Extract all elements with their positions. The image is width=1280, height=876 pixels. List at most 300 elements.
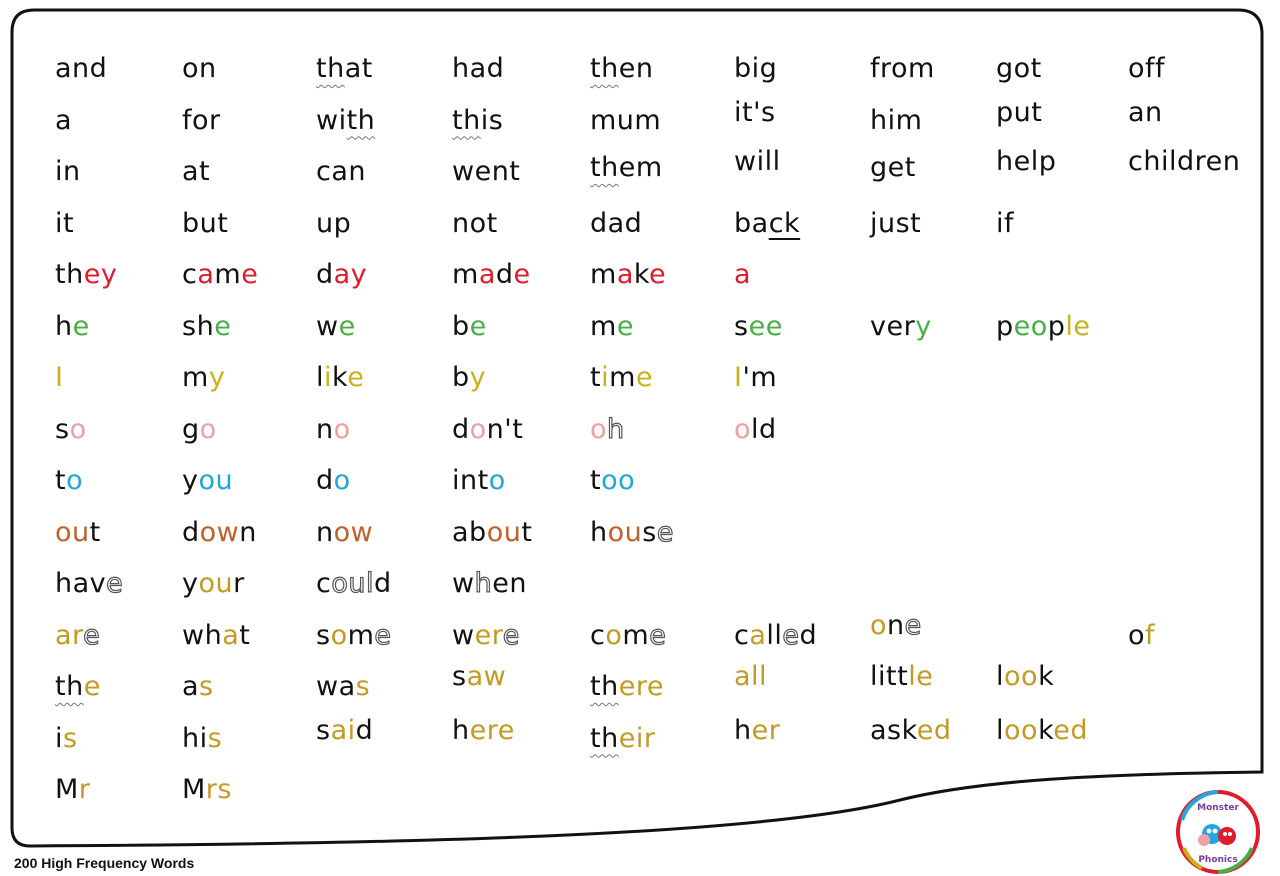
word (316, 52, 373, 86)
word-part: ou (607, 516, 643, 548)
word (590, 464, 635, 498)
word-part: e (502, 619, 520, 651)
word-part: en (618, 53, 654, 84)
word (452, 619, 520, 653)
word-part: ow (199, 516, 240, 548)
word (182, 670, 214, 704)
word-part: and (55, 53, 108, 84)
word (316, 516, 373, 550)
word-part: o (469, 413, 487, 445)
word-part: n (239, 516, 257, 548)
word-part: d (182, 516, 200, 548)
word-part: th (346, 104, 376, 136)
word-part: s (316, 619, 331, 651)
word (452, 207, 498, 241)
word (55, 567, 123, 601)
word-part: o (66, 465, 84, 496)
word-part: o (199, 413, 217, 445)
word-part: in (55, 156, 81, 187)
word-part: d (355, 714, 374, 746)
word (590, 104, 661, 138)
word-part: e (469, 310, 487, 342)
word (996, 310, 1091, 344)
word-part: ere (469, 714, 515, 746)
word (734, 413, 777, 447)
word-part: m (452, 259, 479, 290)
word (55, 516, 101, 550)
word-part: a (197, 259, 215, 290)
word-part: y (469, 362, 487, 393)
word-part: o (870, 609, 888, 641)
word (996, 96, 1042, 130)
word-part: ee (748, 310, 783, 342)
word (452, 516, 532, 550)
word (996, 52, 1042, 86)
word-part: ou (486, 516, 522, 548)
word (55, 722, 78, 756)
word-part: n (887, 609, 905, 641)
word-part: it (55, 207, 75, 239)
word (316, 104, 375, 138)
word (182, 155, 210, 189)
word (734, 619, 817, 653)
word-part: I (55, 362, 64, 393)
word-part: o (488, 465, 506, 496)
word-part: m (622, 619, 650, 651)
word (870, 151, 916, 185)
word-part: o (330, 619, 348, 651)
word-part: wh (182, 619, 223, 651)
word (870, 104, 922, 138)
word (55, 773, 90, 807)
word-part: g (182, 413, 200, 445)
word (452, 714, 515, 748)
word-part: e (72, 310, 90, 342)
word-part: l (366, 568, 375, 599)
word-part: y (182, 465, 199, 496)
word-part: a (749, 619, 767, 651)
word-part: l (996, 714, 1005, 746)
word-part: th (590, 671, 619, 702)
word (182, 207, 228, 241)
word-part: th (55, 671, 84, 702)
word (316, 714, 373, 748)
word (734, 52, 777, 86)
word-part: ck (768, 207, 801, 239)
word-part: w (316, 671, 339, 702)
word-part: ou (55, 516, 90, 548)
monster-phonics-logo (1172, 790, 1264, 874)
word-part: all (734, 661, 768, 692)
word (996, 145, 1056, 179)
word-part: er (751, 714, 781, 746)
word-part: ey (83, 259, 118, 290)
word (452, 104, 503, 138)
word-part: h (452, 714, 470, 746)
word (316, 361, 364, 395)
word-part: m (609, 362, 636, 393)
word (452, 155, 520, 189)
word-part: M (55, 774, 79, 805)
word (316, 258, 367, 292)
word-part: e (83, 671, 101, 702)
word (452, 310, 487, 344)
word-part: but (182, 207, 229, 239)
word (996, 714, 1088, 748)
word (734, 258, 751, 292)
word (590, 619, 666, 653)
word (55, 361, 63, 395)
footer-caption: 200 High Frequency Words (14, 855, 195, 871)
word (182, 310, 231, 344)
word-part: s (207, 722, 223, 754)
word (316, 310, 356, 344)
word-part: t (89, 516, 101, 548)
word (590, 52, 653, 86)
word-part: went (452, 156, 521, 187)
word-part: k (1038, 661, 1055, 692)
word-part: r (233, 568, 245, 599)
word-part: w (452, 568, 475, 599)
word-part: t (590, 362, 602, 393)
word (316, 567, 392, 601)
word (182, 258, 258, 292)
word-part: had (452, 53, 505, 84)
word-part: w (316, 310, 339, 342)
word-part: t (521, 516, 533, 548)
word-part: o (333, 465, 351, 496)
word-part: oo (1004, 661, 1039, 692)
word-part: ba (734, 207, 769, 239)
word-part: ar (55, 619, 84, 651)
word-part: y (182, 568, 199, 599)
word-part: k (1038, 714, 1054, 746)
word (452, 660, 506, 694)
word (182, 722, 222, 756)
word-part: o (333, 413, 351, 445)
word-part: o (1128, 619, 1146, 651)
word (590, 722, 655, 756)
word-part: 'm (742, 362, 778, 393)
word-part: n't (486, 413, 524, 445)
word (1128, 96, 1163, 130)
word (182, 516, 257, 550)
word (870, 714, 952, 748)
word-part: n (316, 516, 334, 548)
word (55, 52, 107, 86)
word (734, 96, 776, 130)
word-part: children (1128, 146, 1241, 177)
word-part: not (452, 207, 498, 239)
word-part: ou (198, 568, 234, 599)
word-part: ay (333, 259, 368, 290)
word-part: m (590, 310, 617, 342)
word (55, 155, 81, 189)
word-part: o (605, 619, 623, 651)
word-part: e (347, 362, 365, 393)
word-part: at (344, 53, 373, 84)
word-part: ou (331, 568, 366, 599)
word-part: c (734, 619, 750, 651)
word (1128, 619, 1155, 653)
word-part: s (63, 722, 78, 754)
word-part: d (495, 259, 514, 290)
word (590, 151, 663, 185)
word-part: o (590, 413, 608, 445)
word-part: h (590, 516, 608, 548)
word-part: got (996, 53, 1042, 84)
word-part: ou (198, 465, 234, 496)
word-part: h (474, 568, 493, 599)
word-part: e (241, 259, 259, 290)
word (590, 207, 642, 241)
word-part: er (474, 619, 503, 651)
word-part: m (347, 619, 375, 651)
word-part: e (904, 609, 922, 641)
word (55, 413, 87, 447)
word-part: s (642, 516, 657, 548)
word-part: I (734, 362, 743, 393)
svg-text:Phonics: Phonics (1198, 855, 1238, 865)
word (590, 413, 625, 447)
word-part: th (55, 259, 84, 290)
word-part: m (182, 362, 209, 393)
word-part: at (182, 156, 211, 187)
word-part: h (55, 310, 73, 342)
word-part: e (616, 310, 634, 342)
word-part: a (182, 671, 200, 702)
word (734, 660, 767, 694)
word (316, 464, 351, 498)
word-part: get (870, 152, 916, 183)
word (182, 464, 233, 498)
word-part: r (78, 774, 91, 805)
word (182, 52, 217, 86)
word (182, 619, 250, 653)
word (55, 619, 100, 653)
word-part: sh (182, 310, 215, 342)
word-part: e (83, 619, 101, 651)
word (996, 207, 1014, 241)
word (870, 207, 921, 241)
word-part: is (480, 104, 504, 136)
word-part: for (182, 104, 221, 136)
word-part: e (513, 259, 531, 290)
word-part: dad (590, 207, 643, 239)
word-part: e (649, 259, 667, 290)
word-part: c (316, 568, 332, 599)
word-part: m (590, 259, 617, 290)
word-part: just (870, 207, 922, 239)
word-part: hi (182, 722, 208, 754)
word-part: en (492, 568, 527, 599)
word-part: i (601, 362, 610, 393)
word (590, 516, 674, 550)
word-part: him (870, 104, 923, 136)
word-part: M (182, 774, 206, 805)
word-part: a (55, 104, 73, 136)
word-part: d (374, 568, 392, 599)
word-part: an (1128, 96, 1163, 128)
word (316, 413, 351, 447)
word-part: m (214, 259, 242, 290)
word (590, 361, 653, 395)
word-part: t (590, 465, 602, 496)
word-part: t (55, 465, 67, 496)
word (870, 52, 935, 86)
word-part: th (590, 152, 619, 183)
word-part: eo (1013, 310, 1048, 342)
word (452, 258, 531, 292)
word-part: e (656, 516, 674, 548)
word-part: p (996, 310, 1014, 342)
word (734, 310, 783, 344)
word-part: b (452, 310, 470, 342)
word (55, 670, 101, 704)
word-part: d (799, 619, 818, 651)
word (870, 310, 932, 344)
word-part: h (607, 413, 625, 445)
word-part: put (996, 96, 1043, 128)
word-part: wi (316, 104, 347, 136)
word-part: b (452, 362, 470, 393)
word (734, 207, 800, 241)
word (182, 773, 232, 807)
word-part: s (452, 661, 467, 692)
word-part: help (996, 146, 1057, 177)
word-part: s (55, 413, 70, 445)
word-part: le (1065, 310, 1091, 342)
word-part: a (338, 671, 356, 702)
word (316, 619, 392, 653)
word-part: y (208, 362, 226, 393)
word-part: oo (1004, 714, 1039, 746)
word-part: aw (466, 661, 507, 692)
word (734, 361, 777, 395)
word-part: h (734, 714, 752, 746)
word-part: will (734, 146, 781, 177)
word (452, 464, 506, 498)
word-part: ere (618, 671, 664, 702)
word-part: int (452, 465, 489, 496)
word-part: th (590, 53, 619, 84)
word-part: up (316, 207, 352, 239)
word-part: s (734, 310, 749, 342)
word-part: e (106, 568, 124, 599)
word (870, 609, 922, 643)
word-part: ask (870, 714, 917, 746)
word-part: l (996, 661, 1005, 692)
word (316, 670, 370, 704)
word (734, 714, 780, 748)
word-part: s (316, 714, 331, 746)
word-part: p (1047, 310, 1066, 342)
word-part: mum (590, 104, 662, 136)
word-part: ver (870, 310, 916, 342)
word-part: ab (452, 516, 487, 548)
word (55, 104, 72, 138)
word-part: from (870, 53, 935, 84)
word-part: a (616, 259, 634, 290)
word-part: th (452, 104, 481, 136)
word (55, 310, 90, 344)
word-part: w (452, 619, 475, 651)
word-part: litt (870, 661, 909, 692)
word-part: th (590, 722, 619, 754)
svg-text:Monster: Monster (1197, 803, 1239, 813)
word-part: e (782, 619, 800, 651)
word-part: y (915, 310, 932, 342)
word-part: ld (751, 413, 777, 445)
word (55, 207, 74, 241)
word (316, 155, 366, 189)
word-part: ed (916, 714, 952, 746)
word (590, 670, 664, 704)
word (452, 567, 527, 601)
word (590, 310, 634, 344)
word-part: off (1128, 53, 1166, 84)
word (182, 413, 217, 447)
word-part: em (618, 152, 663, 183)
word-part: k (633, 259, 650, 290)
word-part: t (239, 619, 251, 651)
word-part: s (199, 671, 214, 702)
word (734, 145, 781, 179)
word (55, 464, 83, 498)
word-part: c (590, 619, 606, 651)
word (1128, 52, 1165, 86)
word-part: e (649, 619, 667, 651)
word (870, 660, 933, 694)
word-part: can (316, 156, 367, 187)
word-part: oo (601, 465, 636, 496)
word (452, 413, 523, 447)
word-part: d (316, 465, 334, 496)
word-part: i (324, 362, 333, 393)
word-part: ai (330, 714, 356, 746)
word (452, 361, 486, 395)
word-part: a (734, 259, 752, 290)
word-part: o (734, 413, 752, 445)
word-part: d (316, 259, 334, 290)
word-part: l (316, 362, 325, 393)
word-part: th (316, 53, 345, 84)
word-part: c (182, 259, 198, 290)
word (182, 104, 221, 138)
word-part: f (1145, 619, 1156, 651)
word-part: s (355, 671, 371, 702)
word (996, 660, 1054, 694)
word-part: ed (1053, 714, 1088, 746)
word-part: big (734, 53, 778, 84)
word (182, 567, 245, 601)
word-part: ow (333, 516, 374, 548)
word-part: e (635, 362, 654, 393)
word-part: k (332, 362, 348, 393)
word (590, 258, 666, 292)
word-part: ll (766, 619, 783, 651)
word-part: a (478, 259, 496, 290)
word-part: a (222, 619, 240, 651)
word-part: it's (734, 96, 776, 128)
word (182, 361, 225, 395)
word-part: n (316, 413, 334, 445)
word-part: eir (618, 722, 656, 754)
word-part: i (55, 722, 64, 754)
word-part: rs (205, 774, 232, 805)
word (55, 258, 117, 292)
word-part: e (338, 310, 356, 342)
